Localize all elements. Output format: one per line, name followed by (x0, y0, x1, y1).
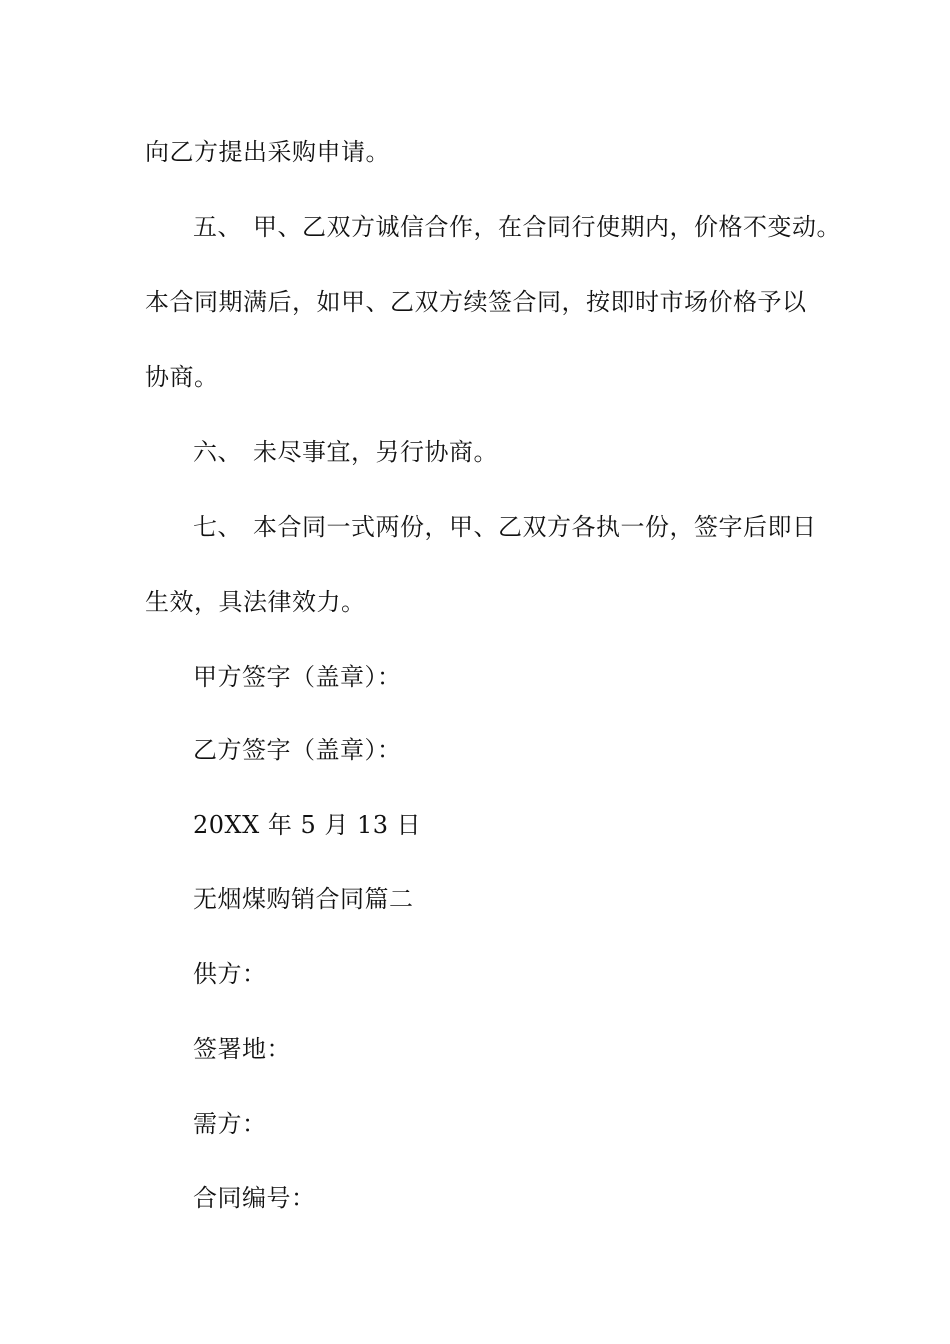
clause-5-line-2: 本合同期满后，如甲、乙双方续签合同，按即时市场价格予以 (145, 288, 807, 316)
clause-5-line-3: 协商。 (145, 363, 219, 391)
clause-6-text: 未尽事宜，另行协商。 (253, 438, 498, 466)
clause-7-number: 七、 (193, 513, 242, 541)
party-a-signature-label: 甲方签字（盖章）： (193, 663, 402, 691)
section-title: 无烟煤购销合同篇二 (193, 885, 414, 913)
signing-place-label: 签署地： (193, 1035, 291, 1063)
clause-5-text: 甲、乙双方诚信合作，在合同行使期内，价格不变动。 (253, 213, 841, 241)
clause-7-line-1 (193, 512, 817, 542)
clause-7-line-2: 生效，具法律效力。 (145, 588, 366, 616)
clause-7-text: 本合同一式两份，甲、乙双方各执一份，签字后即日 (253, 513, 817, 541)
clause-6 (193, 437, 498, 467)
clause-6-number: 六、 (193, 438, 242, 466)
contract-number-label: 合同编号： (193, 1184, 316, 1212)
buyer-label: 需方： (193, 1110, 267, 1138)
party-b-signature-label: 乙方签字（盖章）： (193, 736, 402, 764)
clause-4-tail: 向乙方提出采购申请。 (145, 138, 390, 166)
clause-5-line-1 (193, 212, 841, 242)
contract-date: 20XX 年 5 月 13 日 (193, 811, 422, 839)
clause-5-number: 五、 (193, 213, 242, 241)
supplier-label: 供方： (193, 960, 267, 988)
